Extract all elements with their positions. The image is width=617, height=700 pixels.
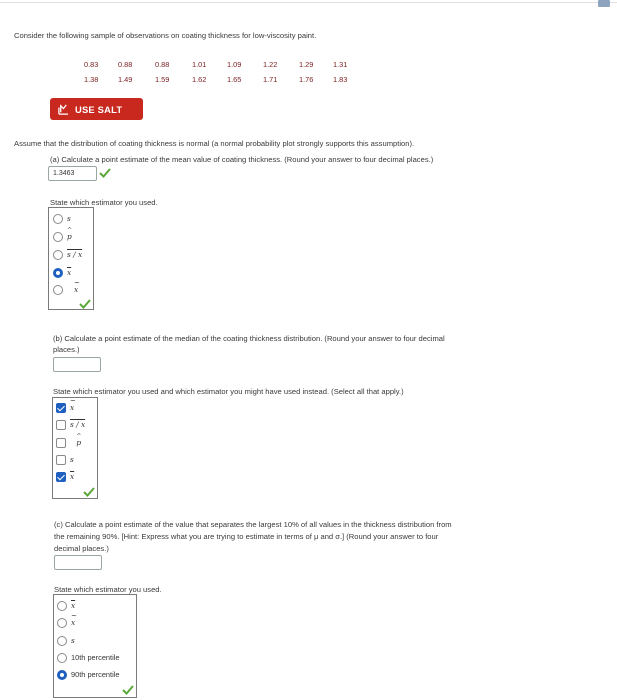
part-c-estimator-prompt: State which estimator you used. — [54, 585, 162, 594]
part-c-question-line2: the remaining 90%. [Hint: Express what you are trying to estimate in terms of μ and σ.] (Round your answer to four — [54, 532, 439, 541]
check-icon — [99, 168, 111, 178]
option-label: s / x — [67, 250, 83, 259]
part-a-answer-input[interactable]: 1.3463 — [48, 166, 97, 181]
top-divider — [0, 2, 617, 3]
obs-value: 1.65 — [227, 75, 242, 84]
radio-s[interactable] — [53, 214, 63, 224]
check-icon — [83, 487, 95, 497]
use-salt-button[interactable] — [50, 98, 143, 120]
part-c-question-line1: (c) Calculate a point estimate of the value that separates the largest 10% of all values in the thickness distribution from — [54, 520, 452, 529]
obs-value: 1.29 — [299, 60, 314, 69]
radio-10th-percentile[interactable] — [57, 653, 67, 663]
checkbox-p-hat[interactable] — [56, 438, 66, 448]
checkbox-x-tilde[interactable] — [56, 403, 66, 413]
obs-value: 1.38 — [84, 75, 99, 84]
radio-p-hat[interactable] — [53, 232, 63, 242]
checkbox-x-bar[interactable] — [56, 472, 66, 482]
option-label: s / x — [70, 420, 86, 429]
obs-value: 1.71 — [263, 75, 278, 84]
radio-x-bar[interactable] — [57, 601, 67, 611]
salt-icon — [58, 104, 69, 115]
obs-value: 0.88 — [118, 60, 133, 69]
obs-value: 1.83 — [333, 75, 348, 84]
obs-value: 0.83 — [84, 60, 99, 69]
check-icon — [79, 299, 91, 309]
part-c-question-line3: decimal places.) — [54, 544, 109, 553]
radio-s[interactable] — [57, 636, 67, 646]
option-label: $\overline{x}$ — [70, 472, 75, 481]
checkbox-s-over-x-bar[interactable] — [56, 420, 66, 430]
obs-value: 1.59 — [155, 75, 170, 84]
radio-90th-percentile[interactable] — [57, 670, 67, 680]
use-salt-label: USE SALT — [75, 103, 123, 115]
collapse-icon[interactable] — [598, 0, 610, 7]
obs-value: 1.49 — [118, 75, 133, 84]
part-b-question-line2: places.) — [53, 345, 80, 354]
option-label: 90th percentile — [71, 670, 120, 679]
intro-text: Consider the following sample of observations on coating thickness for low-viscosity paint. — [14, 31, 317, 40]
part-b-estimator-prompt: State which estimator you used and which estimator you might have used instead. (Select all that apply.) — [53, 387, 404, 396]
obs-value: 1.31 — [333, 60, 348, 69]
option-label: ^ p — [76, 438, 81, 447]
option-label: $\overline{x}$ — [67, 268, 72, 277]
assumption-text: Assume that the distribution of coating thickness is normal (a normal probability plot strongly supports this assumption). — [14, 139, 415, 148]
obs-value: 1.01 — [192, 60, 207, 69]
option-label: s — [70, 455, 74, 464]
check-icon — [122, 685, 134, 695]
part-a-question: (a) Calculate a point estimate of the mean value of coating thickness. (Round your answer to four decimal places.) — [50, 155, 434, 164]
option-label: ~ x — [74, 285, 78, 294]
radio-x-tilde[interactable] — [53, 285, 63, 295]
part-a-estimator-prompt: State which estimator you used. — [50, 198, 158, 207]
checkbox-s[interactable] — [56, 455, 66, 465]
option-label: 10th percentile — [71, 653, 120, 662]
obs-value: 1.76 — [299, 75, 314, 84]
part-b-options-box — [52, 397, 98, 499]
option-label: s — [67, 214, 71, 223]
option-label: ^ p — [67, 232, 72, 241]
part-a-options-box — [48, 207, 94, 310]
obs-value: 0.88 — [155, 60, 170, 69]
option-label: ~ x — [70, 403, 74, 412]
part-c-answer-input[interactable] — [54, 555, 102, 570]
radio-s-over-x-bar[interactable] — [53, 250, 63, 260]
option-label: s — [71, 636, 75, 645]
part-b-answer-input[interactable] — [53, 357, 101, 372]
obs-value: 1.09 — [227, 60, 242, 69]
option-label: $\overline{x}$ — [71, 601, 76, 610]
obs-value: 1.22 — [263, 60, 278, 69]
option-label: ~ x — [71, 618, 75, 627]
radio-x-tilde[interactable] — [57, 618, 67, 628]
part-c-options-box — [53, 594, 137, 698]
part-b-question-line1: (b) Calculate a point estimate of the median of the coating thickness distribution. (Round your answer to four decimal — [53, 334, 445, 343]
obs-value: 1.62 — [192, 75, 207, 84]
radio-x-bar[interactable] — [53, 268, 63, 278]
